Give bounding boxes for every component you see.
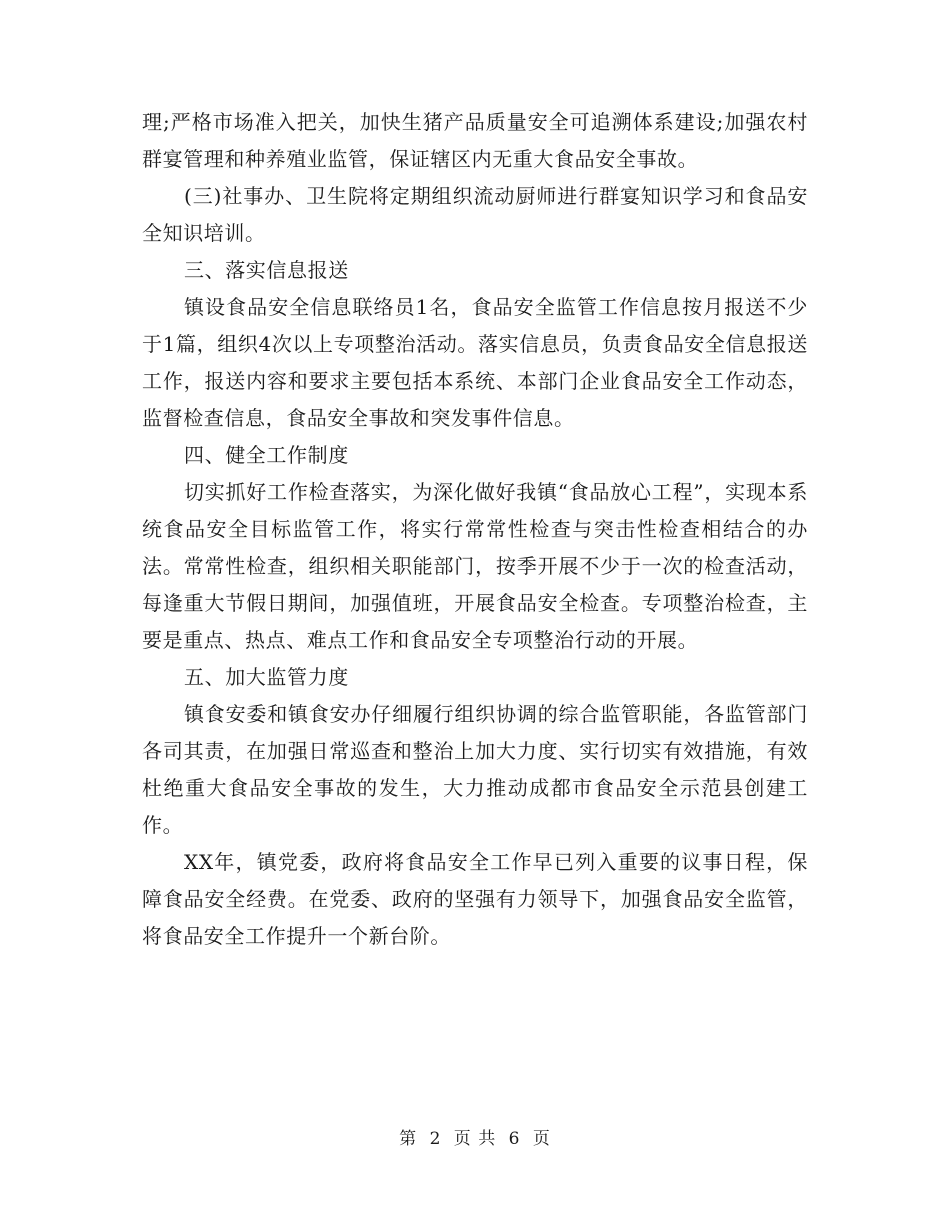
paragraph-supervision: 镇食安委和镇食安办仔细履行组织协调的综合监管职能，各监管部门各司其责，在加强日常巡查和整治上加大力度、实行切实有效措施，有效杜绝重大食品安全事故的发生，大力推动成都市食品安全示范县创建工作。	[142, 702, 808, 837]
paragraph-info-reporting: 镇设食品安全信息联络员1名，食品安全监管工作信息按月报送不少于1篇，组织4次以上专项整治活动。落实信息员，负责食品安全信息报送工作，报送内容和要求主要包括本系统、本部门企业食品安全工作动态，监督检查信息，食品安全事故和突发事件信息。	[142, 295, 808, 430]
section-heading-info-reporting: 三、落实信息报送	[184, 258, 349, 282]
section-heading-work-system: 四、健全工作制度	[184, 443, 349, 467]
paragraph-work-system: 切实抓好工作检查落实，为深化做好我镇“食品放心工程”，实现本系统食品安全目标监管工作，将实行常常性检查与突击性检查相结合的办法。常常性检查，组织相关职能部门，按季开展不少于一次的检查活动，每逢重大节假日期间，加强值班，开展食品安全检查。专项整治检查，主要是重点、热点、难点工作和食品安全专项整治行动的开展。	[142, 480, 808, 652]
paragraph-continuation: 理;严格市场准入把关，加快生猪产品质量安全可追溯体系建设;加强农村群宴管理和种养殖业监管，保证辖区内无重大食品安全事故。	[142, 110, 808, 171]
footer-middle: 页 共	[453, 1129, 497, 1149]
footer-current-page: 2	[429, 1129, 442, 1149]
footer-prefix: 第	[399, 1129, 418, 1149]
document-body	[142, 104, 808, 955]
paragraph-item-three: (三)社事办、卫生院将定期组织流动厨师进行群宴知识学习和食品安全知识培训。	[142, 184, 808, 245]
section-heading-supervision: 五、加大监管力度	[184, 665, 349, 689]
footer-total-pages: 6	[508, 1129, 521, 1149]
paragraph-conclusion: XX年，镇党委，政府将食品安全工作早已列入重要的议事日程，保障食品安全经费。在党委、政府的坚强有力领导下，加强食品安全监管，将食品安全工作提升一个新台阶。	[142, 850, 808, 948]
footer-suffix: 页	[532, 1129, 551, 1149]
page-footer	[0, 1124, 950, 1149]
